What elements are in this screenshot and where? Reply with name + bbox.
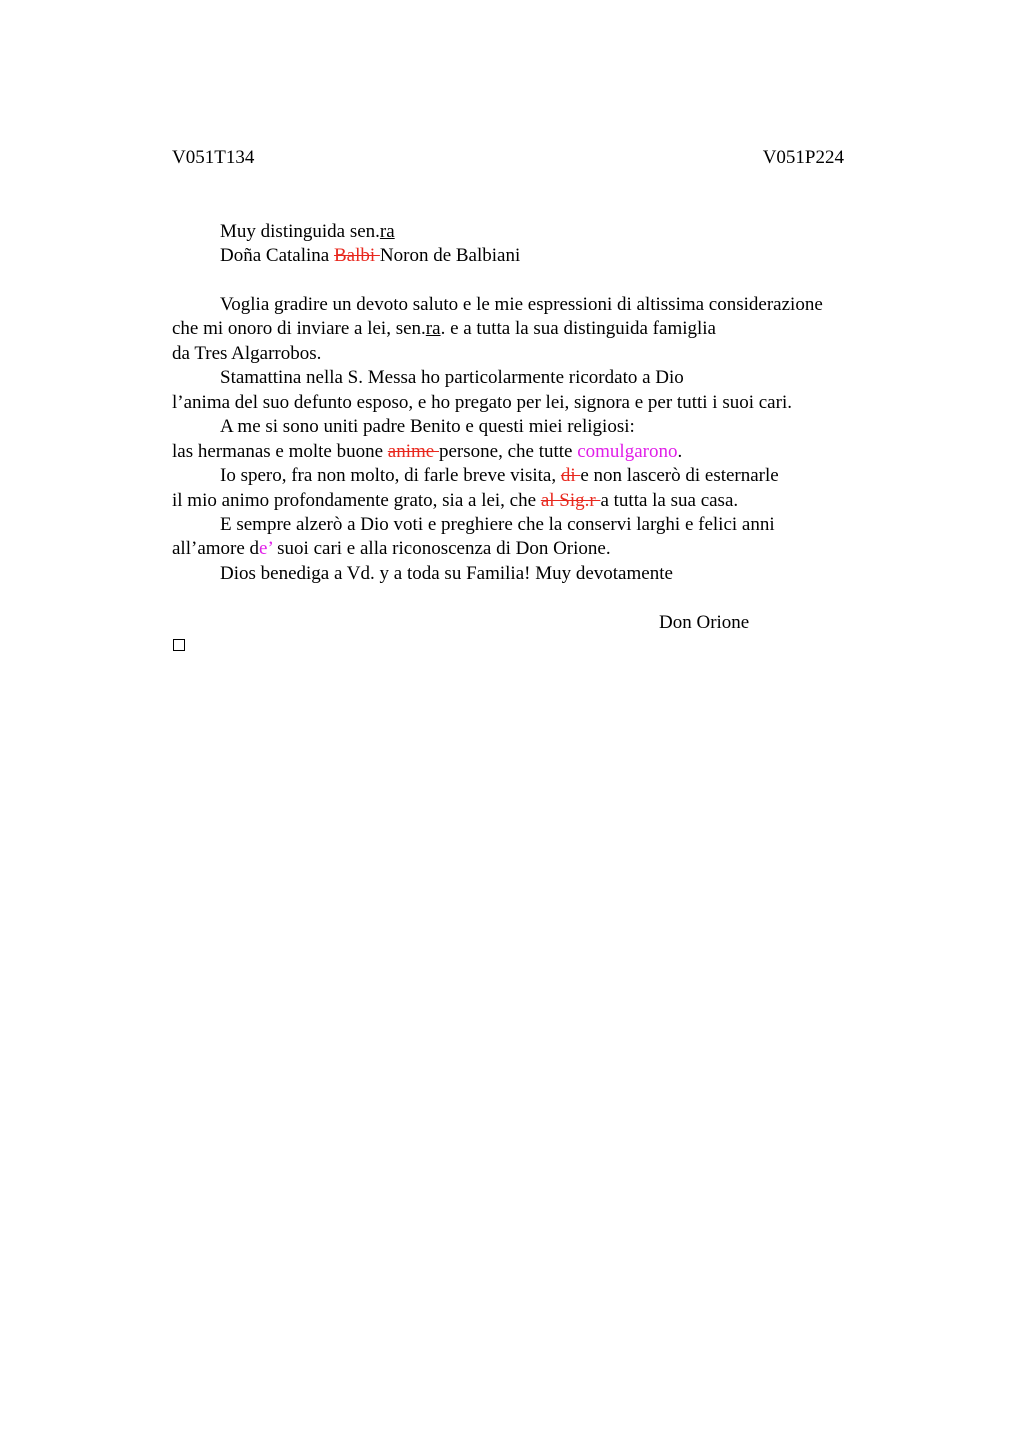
deleted-text: anime xyxy=(387,441,439,462)
body-line-9 xyxy=(172,489,738,513)
salutation-text: Muy distinguida sen. xyxy=(220,221,380,242)
body-line-1: Voglia gradire un devoto saluto e le mie espressioni di altissima considerazione xyxy=(220,294,823,315)
body-line-7 xyxy=(172,440,682,464)
body-line-8 xyxy=(220,464,779,488)
body-text: e non lascerò di esternarle xyxy=(580,465,779,486)
body-text: all’amore d xyxy=(172,538,260,559)
body-line-3: da Tres Algarrobos. xyxy=(172,343,322,364)
body-text: . xyxy=(677,441,683,462)
body-line-4: Stamattina nella S. Messa ho particolarmente ricordato a Dio xyxy=(220,367,684,388)
salutation-abbrev: ra xyxy=(379,221,395,242)
body-line-12: Dios benediga a Vd. y a toda su Familia! Muy devotamente xyxy=(220,563,673,584)
body-line-10: E sempre alzerò a Dio voti e preghiere che la conservi larghi e felici anni xyxy=(220,514,775,535)
body-text: suoi cari e alla riconoscenza di Don Orione. xyxy=(272,538,611,559)
body-text: . e a tutta la sua distinguida famiglia xyxy=(440,318,716,339)
document-code-right: V051P224 xyxy=(762,147,844,168)
body-text: che mi onoro di inviare a lei, sen. xyxy=(172,318,426,339)
inserted-text: comulgarono xyxy=(577,441,678,462)
abbrev: ra xyxy=(425,318,441,339)
body-line-5: l’anima del suo defunto esposo, e ho pregato per lei, signora e per tutti i suoi cari. xyxy=(172,392,792,413)
addressee-text: Doña Catalina xyxy=(220,245,334,266)
inserted-text: e’ xyxy=(259,538,273,559)
body-text: las hermanas e molte buone xyxy=(172,441,388,462)
body-text: Io spero, fra non molto, di farle breve visita, xyxy=(220,465,561,486)
salutation-line-2 xyxy=(220,244,520,268)
deleted-text: di xyxy=(560,465,581,486)
signature: Don Orione xyxy=(659,612,750,633)
body-text: il mio animo profondamente grato, sia a lei, che xyxy=(172,490,541,511)
addressee-surname: Noron de Balbiani xyxy=(379,245,521,266)
deleted-text: Balbi xyxy=(333,245,380,266)
document-code-left: V051T134 xyxy=(172,147,255,168)
document-header xyxy=(172,146,844,170)
body-text: persone, che tutte xyxy=(438,441,578,462)
body-text: a tutta la sua casa. xyxy=(600,490,739,511)
body-line-11 xyxy=(172,537,611,561)
body-line-6: A me si sono uniti padre Benito e questi miei religiosi: xyxy=(220,416,635,437)
deleted-text: al Sig.r xyxy=(540,490,601,511)
checkbox-square-icon xyxy=(173,639,185,651)
body-line-2 xyxy=(172,317,716,341)
salutation-line-1 xyxy=(220,220,395,244)
